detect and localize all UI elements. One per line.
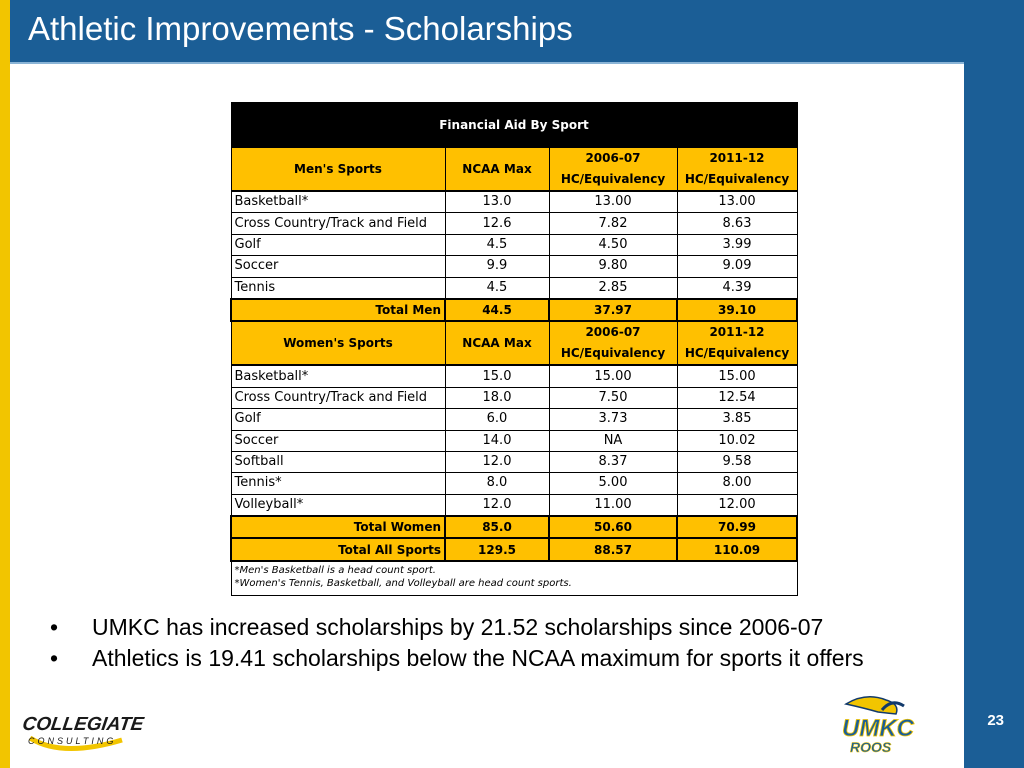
ncaa-max-value: 15.0 xyxy=(445,365,549,387)
value-2006: 4.50 xyxy=(549,234,677,255)
value-2006: NA xyxy=(549,430,677,451)
total-women-2006: 50.60 xyxy=(549,516,677,538)
ncaa-max-value: 12.0 xyxy=(445,451,549,472)
bullet-marker: • xyxy=(50,645,59,671)
mens-2011-header-unit: HC/Equivalency xyxy=(684,172,790,186)
table-row xyxy=(231,494,797,516)
womens-ncaa-max-header: NCAA Max xyxy=(445,321,549,365)
total-all-2011: 110.09 xyxy=(677,538,797,560)
mens-header-row xyxy=(231,148,797,192)
footnote-row xyxy=(231,561,797,596)
mens-2006-header-unit: HC/Equivalency xyxy=(560,172,666,186)
value-2006: 7.82 xyxy=(549,213,677,234)
table-row xyxy=(231,451,797,472)
ncaa-max-value: 4.5 xyxy=(445,277,549,299)
value-2011: 12.00 xyxy=(677,494,797,516)
mens-2006-header xyxy=(549,148,677,192)
umkc-logo-wordmark: UMKC xyxy=(842,715,914,742)
bullet-text: Athletics is 19.41 scholarships below the NCAA maximum for sports it offers xyxy=(92,645,864,671)
table-row xyxy=(231,256,797,277)
table-row xyxy=(231,387,797,408)
value-2011: 9.09 xyxy=(677,256,797,277)
value-2006: 9.80 xyxy=(549,256,677,277)
total-all-2006: 88.57 xyxy=(549,538,677,560)
womens-2011-header xyxy=(677,321,797,365)
value-2006: 2.85 xyxy=(549,277,677,299)
ncaa-max-value: 13.0 xyxy=(445,191,549,213)
page-number: 23 xyxy=(987,712,1004,729)
table-row xyxy=(231,365,797,387)
table-row xyxy=(231,213,797,234)
table-row xyxy=(231,191,797,213)
womens-sports-header: Women's Sports xyxy=(231,321,445,365)
value-2011: 4.39 xyxy=(677,277,797,299)
ncaa-max-value: 18.0 xyxy=(445,387,549,408)
financial-aid-table xyxy=(230,102,798,596)
bullet-marker: • xyxy=(50,614,59,640)
consulting-logo-wordmark: CONSULTING xyxy=(28,736,117,746)
value-2006: 11.00 xyxy=(549,494,677,516)
sport-name: Golf xyxy=(231,234,445,255)
table-row xyxy=(231,277,797,299)
table-title-row xyxy=(231,103,797,148)
sport-name: Cross Country/Track and Field xyxy=(231,387,445,408)
value-2006: 8.37 xyxy=(549,451,677,472)
table-title: Financial Aid By Sport xyxy=(231,103,797,148)
footnote-cell xyxy=(231,561,797,596)
total-women-label: Total Women xyxy=(231,516,445,538)
title-banner xyxy=(10,0,964,64)
collegiate-consulting-logo xyxy=(21,700,145,760)
value-2006: 5.00 xyxy=(549,473,677,494)
bullet-list xyxy=(50,612,864,674)
ncaa-max-value: 9.9 xyxy=(445,256,549,277)
mens-2006-header-year: 2006-07 xyxy=(585,151,641,165)
value-2006: 13.00 xyxy=(549,191,677,213)
sport-name: Soccer xyxy=(231,430,445,451)
total-women-ncaa-max: 85.0 xyxy=(445,516,549,538)
sport-name: Tennis* xyxy=(231,473,445,494)
sport-name: Cross Country/Track and Field xyxy=(231,213,445,234)
total-all-row xyxy=(231,538,797,560)
sport-name: Basketball* xyxy=(231,191,445,213)
table-row xyxy=(231,473,797,494)
slide-title: Athletic Improvements - Scholarships xyxy=(28,10,573,47)
right-accent-bar xyxy=(964,0,1024,768)
value-2011: 8.00 xyxy=(677,473,797,494)
womens-2006-header-unit: HC/Equivalency xyxy=(560,346,666,361)
sport-name: Soccer xyxy=(231,256,445,277)
value-2011: 3.85 xyxy=(677,409,797,430)
total-men-2006: 37.97 xyxy=(549,299,677,321)
total-all-label: Total All Sports xyxy=(231,538,445,560)
womens-2011-header-unit: HC/Equivalency xyxy=(684,346,790,361)
value-2011: 13.00 xyxy=(677,191,797,213)
value-2011: 12.54 xyxy=(677,387,797,408)
womens-2006-header-year: 2006-07 xyxy=(585,325,641,340)
ncaa-max-value: 8.0 xyxy=(445,473,549,494)
value-2011: 8.63 xyxy=(677,213,797,234)
total-men-2011: 39.10 xyxy=(677,299,797,321)
ncaa-max-value: 6.0 xyxy=(445,409,549,430)
total-all-ncaa-max: 129.5 xyxy=(445,538,549,560)
sport-name: Tennis xyxy=(231,277,445,299)
total-women-row xyxy=(231,516,797,538)
table-row xyxy=(231,409,797,430)
value-2011: 3.99 xyxy=(677,234,797,255)
mens-2011-header-year: 2011-12 xyxy=(709,151,765,165)
mens-sports-header: Men's Sports xyxy=(231,148,445,192)
ncaa-max-value: 14.0 xyxy=(445,430,549,451)
total-men-ncaa-max: 44.5 xyxy=(445,299,549,321)
mens-2011-header xyxy=(677,148,797,192)
bullet-item xyxy=(50,643,864,674)
ncaa-max-value: 4.5 xyxy=(445,234,549,255)
left-accent-bar xyxy=(0,0,10,768)
womens-2011-header-year: 2011-12 xyxy=(709,325,765,340)
total-women-2011: 70.99 xyxy=(677,516,797,538)
umkc-roos-logo xyxy=(838,690,938,758)
value-2011: 10.02 xyxy=(677,430,797,451)
sport-name: Basketball* xyxy=(231,365,445,387)
table-row xyxy=(231,430,797,451)
value-2011: 9.58 xyxy=(677,451,797,472)
total-men-row xyxy=(231,299,797,321)
value-2006: 3.73 xyxy=(549,409,677,430)
bullet-text: UMKC has increased scholarships by 21.52 scholarships since 2006-07 xyxy=(92,614,824,640)
value-2006: 7.50 xyxy=(549,387,677,408)
sport-name: Golf xyxy=(231,409,445,430)
womens-2006-header xyxy=(549,321,677,365)
total-men-label: Total Men xyxy=(231,299,445,321)
roos-logo-wordmark: ROOS xyxy=(850,739,892,755)
footnote-mens: *Men's Basketball is a head count sport. xyxy=(234,564,436,576)
womens-header-row xyxy=(231,321,797,365)
sport-name: Volleyball* xyxy=(231,494,445,516)
value-2011: 15.00 xyxy=(677,365,797,387)
value-2006: 15.00 xyxy=(549,365,677,387)
table-row xyxy=(231,234,797,255)
footnote-womens: *Women's Tennis, Basketball, and Volleyball are head count sports. xyxy=(234,577,572,589)
mens-ncaa-max-header: NCAA Max xyxy=(445,148,549,192)
collegiate-logo-wordmark: COLLEGIATE xyxy=(21,714,145,735)
bullet-item xyxy=(50,612,864,643)
ncaa-max-value: 12.0 xyxy=(445,494,549,516)
sport-name: Softball xyxy=(231,451,445,472)
ncaa-max-value: 12.6 xyxy=(445,213,549,234)
